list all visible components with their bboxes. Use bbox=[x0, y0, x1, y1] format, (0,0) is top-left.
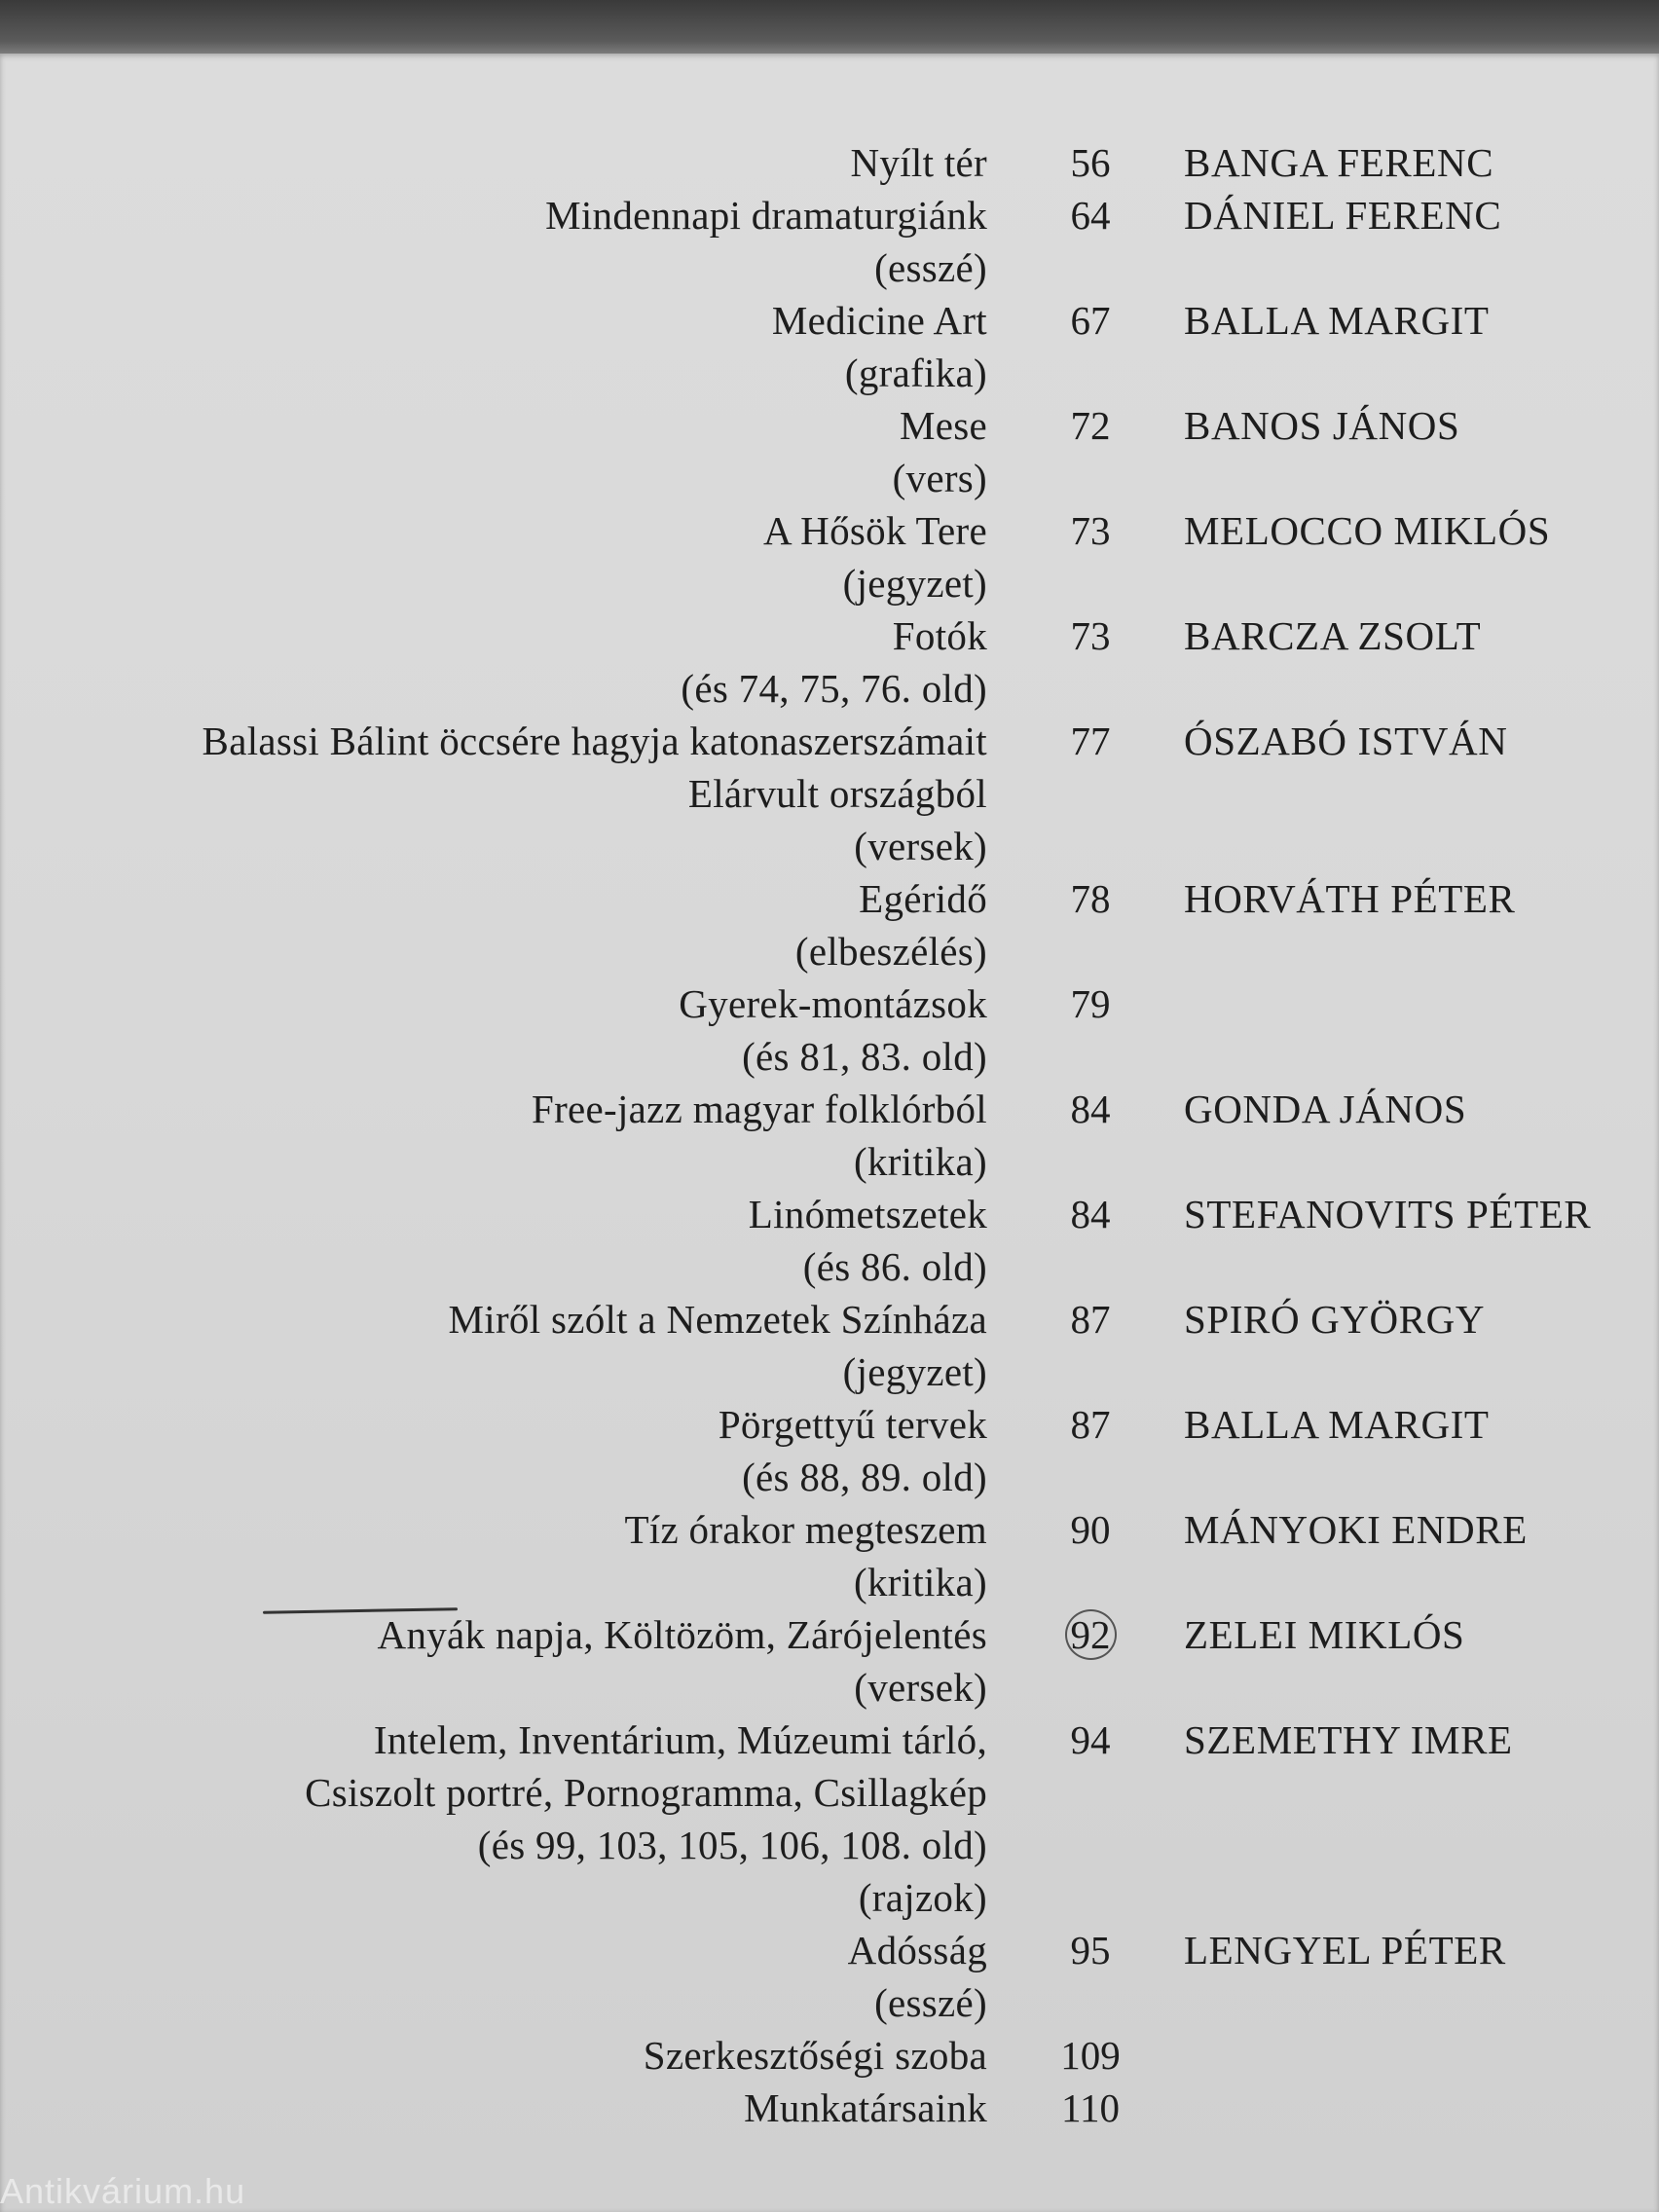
toc-row bbox=[0, 820, 1659, 872]
table-of-contents bbox=[0, 136, 1659, 2134]
toc-title: (versek) bbox=[854, 1665, 987, 1710]
toc-page-number: 110 bbox=[1061, 2085, 1120, 2130]
toc-row bbox=[0, 1293, 1659, 1346]
toc-title: Gyerek-montázsok bbox=[679, 981, 987, 1026]
toc-page-number: 95 bbox=[1070, 1928, 1111, 1972]
toc-page-number bbox=[1051, 1608, 1129, 1661]
toc-title: Elárvult országból bbox=[687, 771, 987, 816]
toc-title: (elbeszélés) bbox=[794, 929, 987, 974]
toc-row bbox=[0, 136, 1659, 189]
toc-row bbox=[0, 1135, 1659, 1188]
toc-title: Fotók bbox=[892, 613, 987, 658]
page-top-shadow bbox=[0, 0, 1659, 58]
toc-row bbox=[0, 977, 1659, 1030]
toc-title: A Hősök Tere bbox=[762, 508, 987, 553]
toc-title: (esszé) bbox=[874, 245, 987, 290]
toc-author: GONDA JÁNOS bbox=[1184, 1087, 1467, 1131]
toc-row bbox=[0, 241, 1659, 294]
toc-page-number: 87 bbox=[1070, 1297, 1111, 1342]
toc-author: LENGYEL PÉTER bbox=[1184, 1928, 1506, 1972]
toc-row bbox=[0, 347, 1659, 399]
toc-row bbox=[0, 1451, 1659, 1503]
toc-title: (rajzok) bbox=[858, 1875, 987, 1920]
toc-row bbox=[0, 1030, 1659, 1083]
toc-author: DÁNIEL FERENC bbox=[1184, 193, 1502, 238]
toc-row bbox=[0, 1346, 1659, 1398]
toc-row bbox=[0, 1924, 1659, 1976]
toc-title: Egéridő bbox=[859, 876, 987, 921]
toc-page-number: 56 bbox=[1070, 140, 1111, 185]
toc-author: BANGA FERENC bbox=[1184, 140, 1494, 185]
toc-title: Linómetszetek bbox=[748, 1192, 987, 1236]
book-page bbox=[0, 54, 1659, 2212]
toc-row bbox=[0, 1503, 1659, 1556]
toc-row bbox=[0, 1188, 1659, 1240]
toc-title: Tíz órakor megteszem bbox=[624, 1507, 987, 1552]
toc-author: MELOCCO MIKLÓS bbox=[1184, 508, 1551, 553]
toc-author: BANOS JÁNOS bbox=[1184, 403, 1460, 448]
toc-title: (vers) bbox=[892, 456, 987, 500]
toc-title: Csiszolt portré, Pornogramma, Csillagkép bbox=[305, 1770, 987, 1815]
toc-title: (kritika) bbox=[853, 1560, 987, 1604]
toc-row bbox=[0, 1083, 1659, 1135]
toc-row bbox=[0, 294, 1659, 347]
toc-row bbox=[0, 2029, 1659, 2082]
toc-author: BARCZA ZSOLT bbox=[1184, 613, 1482, 658]
toc-row bbox=[0, 1556, 1659, 1608]
toc-row bbox=[0, 1661, 1659, 1714]
toc-title: (esszé) bbox=[874, 1980, 987, 2025]
toc-author: STEFANOVITS PÉTER bbox=[1184, 1192, 1592, 1236]
toc-row bbox=[0, 2082, 1659, 2134]
toc-row bbox=[0, 609, 1659, 662]
toc-page-number: 77 bbox=[1070, 719, 1111, 763]
toc-page-number: 73 bbox=[1070, 508, 1111, 553]
toc-row bbox=[0, 399, 1659, 452]
toc-title: Mese bbox=[899, 403, 987, 448]
toc-page-number: 78 bbox=[1070, 876, 1111, 921]
toc-author: ÓSZABÓ ISTVÁN bbox=[1184, 719, 1508, 763]
toc-page-number: 67 bbox=[1070, 298, 1111, 343]
toc-row bbox=[0, 1240, 1659, 1293]
toc-row bbox=[0, 189, 1659, 241]
toc-row bbox=[0, 1714, 1659, 1766]
toc-title: (kritika) bbox=[853, 1139, 987, 1184]
toc-title: (és 81, 83. old) bbox=[742, 1034, 987, 1079]
toc-author: SZEMETHY IMRE bbox=[1184, 1717, 1513, 1762]
toc-title: Anyák napja, Költözöm, Zárójelentés bbox=[377, 1612, 987, 1657]
toc-title: Pörgettyű tervek bbox=[718, 1402, 987, 1447]
toc-row bbox=[0, 557, 1659, 609]
toc-title: (grafika) bbox=[844, 350, 987, 395]
toc-row bbox=[0, 1398, 1659, 1451]
toc-row bbox=[0, 767, 1659, 820]
toc-row bbox=[0, 662, 1659, 715]
toc-title: (és 74, 75, 76. old) bbox=[681, 666, 987, 711]
toc-row bbox=[0, 504, 1659, 557]
toc-title: (és 86. old) bbox=[802, 1244, 987, 1289]
toc-title: (és 99, 103, 105, 106, 108. old) bbox=[477, 1823, 987, 1867]
circled-page-number: 92 bbox=[1065, 1609, 1117, 1660]
toc-page-number: 84 bbox=[1070, 1087, 1111, 1131]
toc-page-number: 90 bbox=[1070, 1507, 1111, 1552]
toc-page-number: 84 bbox=[1070, 1192, 1111, 1236]
toc-page-number: 79 bbox=[1070, 981, 1111, 1026]
toc-title: (jegyzet) bbox=[842, 1349, 987, 1394]
toc-title: (versek) bbox=[854, 824, 987, 868]
toc-title: Free-jazz magyar folklórból bbox=[531, 1087, 987, 1131]
toc-row bbox=[0, 1766, 1659, 1819]
toc-title: Adósság bbox=[847, 1928, 987, 1972]
watermark: Antikvárium.hu bbox=[0, 2171, 246, 2211]
toc-row bbox=[0, 1871, 1659, 1924]
toc-title: (és 88, 89. old) bbox=[742, 1455, 987, 1499]
toc-page-number: 94 bbox=[1070, 1717, 1111, 1762]
toc-page-number: 73 bbox=[1070, 613, 1111, 658]
toc-page-number: 109 bbox=[1060, 2033, 1121, 2078]
toc-row bbox=[0, 1608, 1659, 1661]
toc-title: Medicine Art bbox=[771, 298, 987, 343]
toc-author: BALLA MARGIT bbox=[1184, 298, 1490, 343]
toc-row bbox=[0, 715, 1659, 767]
toc-row bbox=[0, 1976, 1659, 2029]
toc-author: BALLA MARGIT bbox=[1184, 1402, 1490, 1447]
toc-title: Mindennapi dramaturgiánk bbox=[545, 193, 987, 238]
toc-title: (jegyzet) bbox=[842, 561, 987, 606]
toc-row bbox=[0, 452, 1659, 504]
toc-author: HORVÁTH PÉTER bbox=[1184, 876, 1516, 921]
toc-title: Miről szólt a Nemzetek Színháza bbox=[448, 1297, 987, 1342]
toc-title: Intelem, Inventárium, Múzeumi tárló, bbox=[373, 1717, 987, 1762]
toc-row bbox=[0, 925, 1659, 977]
toc-page-number: 64 bbox=[1070, 193, 1111, 238]
toc-title: Balassi Bálint öccsére hagyja katonaszerszámait bbox=[202, 719, 987, 763]
toc-page-number: 72 bbox=[1070, 403, 1111, 448]
toc-author: ZELEI MIKLÓS bbox=[1184, 1612, 1465, 1657]
toc-author: MÁNYOKI ENDRE bbox=[1184, 1507, 1528, 1552]
toc-page-number: 87 bbox=[1070, 1402, 1111, 1447]
toc-row bbox=[0, 872, 1659, 925]
toc-row bbox=[0, 1819, 1659, 1871]
toc-title: Munkatársaink bbox=[744, 2085, 987, 2130]
toc-title: Nyílt tér bbox=[850, 140, 987, 185]
toc-author: SPIRÓ GYÖRGY bbox=[1184, 1297, 1486, 1342]
toc-title: Szerkesztőségi szoba bbox=[643, 2033, 987, 2078]
